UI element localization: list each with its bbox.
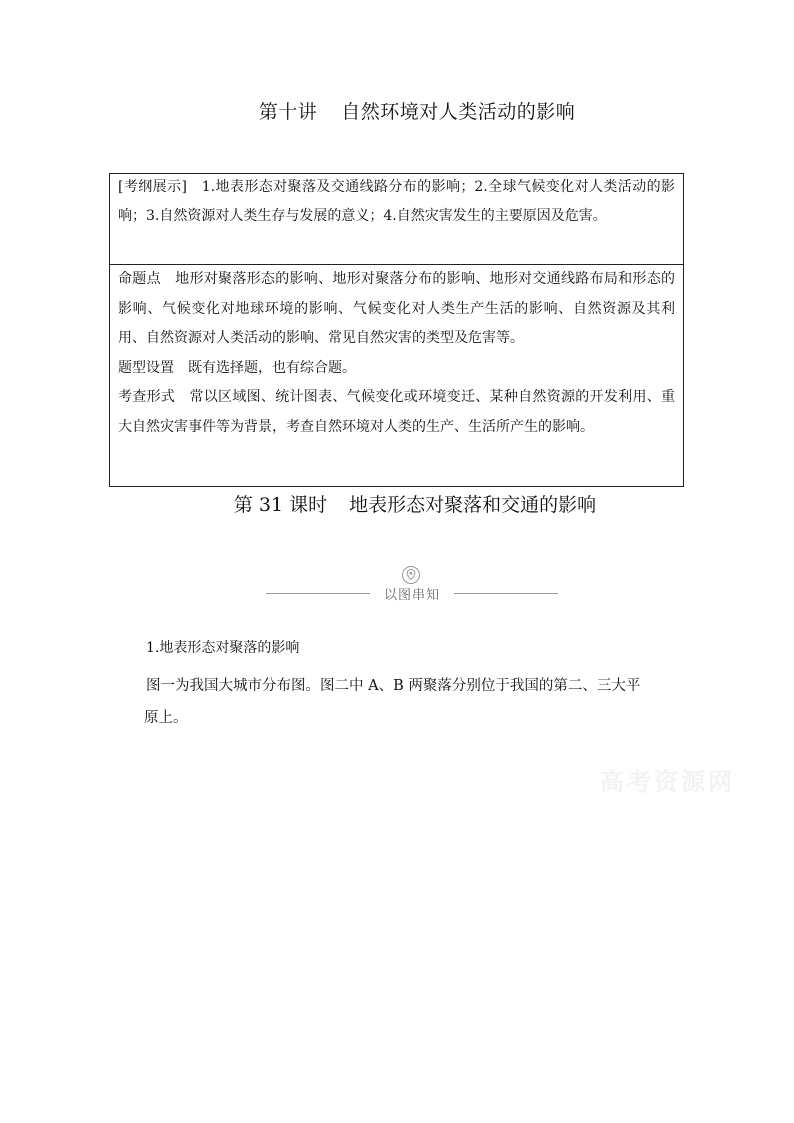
divider-line-right	[454, 593, 558, 594]
lesson-name: 地表形态对聚落和交通的影响	[349, 494, 597, 516]
lesson-number: 第 31 课时	[233, 494, 328, 516]
lecture-title	[0, 97, 794, 124]
section-label: 以图串知	[383, 588, 440, 603]
exam-outline-row	[110, 174, 683, 265]
paragraph-line-2: 原上。	[144, 710, 188, 726]
exam-form-label: 考查形式	[118, 389, 176, 405]
topic-label: 命题点	[118, 271, 161, 287]
topic-text: 地形对聚落形态的影响、地形对聚落分布的影响、地形对交通线路布局和形态的影响、气候变化对地球环境的影响、气候变化对人类生产生活的影响、自然资源及其利用、自然资源对人类活动的影响、常见自然灾害的类型及危害等。	[118, 271, 676, 346]
exam-outline-label: [考纲展示]	[118, 179, 187, 195]
location-pin-icon	[401, 565, 421, 585]
lecture-name: 自然环境对人类活动的影响	[341, 101, 576, 123]
sub-heading: 1.地表形态对聚落的影响	[146, 640, 300, 656]
question-type-label: 题型设置	[118, 359, 174, 376]
paragraph-line-1: 图一为我国大城市分布图。图二中 A、B 两聚落分别位于我国的第二、三大平	[146, 678, 641, 694]
lesson-title	[0, 490, 794, 517]
question-type-paragraph	[110, 354, 683, 384]
lecture-number: 第十讲	[258, 101, 318, 123]
body-paragraph	[146, 670, 686, 734]
divider-line-left	[266, 593, 370, 594]
question-type-text: 既有选择题，也有综合题。	[188, 359, 356, 376]
exam-details-row	[110, 265, 683, 442]
exam-form-text: 常以区域图、统计图表、气候变化或环境变迁、某种自然资源的开发利用、重大自然灾害事件等为背景，考查自然环境对人类的生产、生活所产生的影响。	[118, 389, 676, 435]
section-divider	[266, 565, 558, 605]
topic-paragraph	[110, 265, 683, 354]
exam-form-paragraph	[110, 383, 683, 442]
exam-outline-text: 1.地表形态对聚落及交通线路分布的影响；2.全球气候变化对人类活动的影响；3.自然资源对人类生存与发展的意义；4.自然灾害发生的主要原因及危害。	[118, 179, 675, 224]
exam-outline-box	[109, 173, 684, 487]
exam-outline-paragraph	[110, 173, 683, 231]
watermark: 高考资源网	[600, 768, 735, 796]
